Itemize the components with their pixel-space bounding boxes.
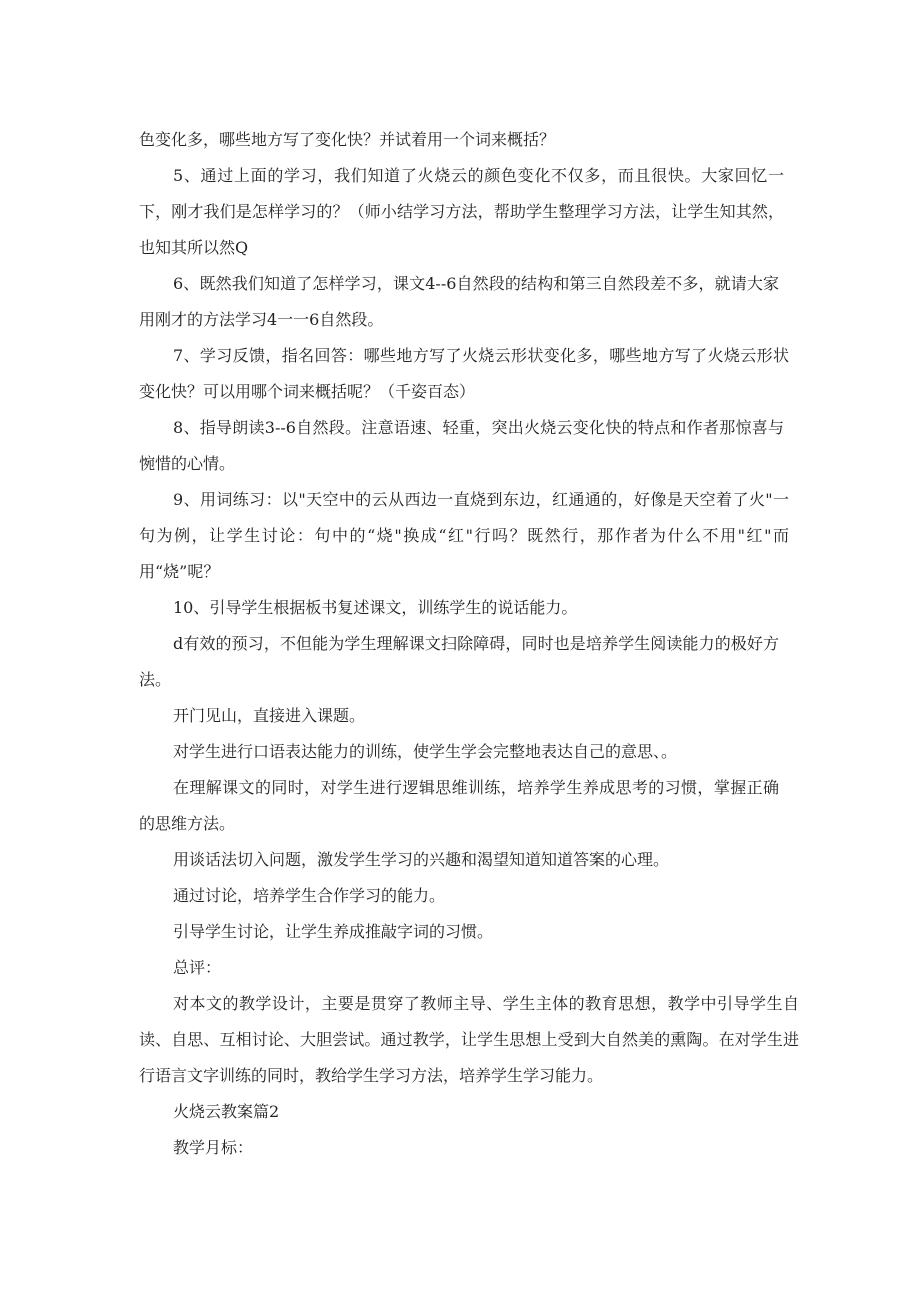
document-body bbox=[139, 122, 799, 1166]
paragraph-note-dialogue: 用谈话法切入问题，激发学生学习的兴趣和渴望知道知道答案的心理。 bbox=[173, 850, 670, 869]
paragraph-note-discussion: 通过讨论，培养学生合作学习的能力。 bbox=[173, 886, 446, 905]
paragraph-step-9: 9、用词练习：以"天空中的云从西边一直烧到东边，红通通的，好像是天空着了火"一句为例，让学生讨论：句中的“烧"换成“红"行吗？既然行，那作者为什么不用"红"而用“烧”呢？ bbox=[139, 490, 789, 581]
paragraph-step-5: 5、通过上面的学习，我们知道了火烧云的颜色变化不仅多，而且很快。大家回忆一下，刚才我们是怎样学习的？（师小结学习方法，帮助学生整理学习方法，让学生知其然，也知其所以然Q bbox=[139, 166, 784, 257]
paragraph-step-8: 8、指导朗读3--6自然段。注意语速、轻重，突出火烧云变化快的特点和作者那惊喜与惋惜的心情。 bbox=[139, 418, 784, 473]
paragraph-step-6: 6、既然我们知道了怎样学习，课文4--6自然段的结构和第三自然段差不多，就请大家用刚才的方法学习4一一6自然段。 bbox=[139, 274, 779, 329]
heading-summary: 总评： bbox=[173, 958, 222, 977]
paragraph-summary: 对本文的教学设计，主要是贯穿了教师主导、学生主体的教育思想，教学中引导学生自读、自思、互相讨论、大胆尝试。通过教学，让学生思想上受到大自然美的熏陶。在对学生进行语言文字训练的同时，教给学生学习方法，培养学生学习能力。 bbox=[139, 994, 799, 1085]
paragraph-continuation: 色变化多，哪些地方写了变化快？并试着用一个词来概括？ bbox=[139, 130, 556, 149]
paragraph-note-intro: 开门见山，直接进入课题。 bbox=[173, 706, 366, 725]
paragraph-preview-note: d有效的预习，不但能为学生理解课文扫除障碍，同时也是培养学生阅读能力的极好方法。 bbox=[139, 634, 779, 689]
heading-teaching-goals: 教学月标： bbox=[173, 1138, 254, 1157]
paragraph-note-logic: 在理解课文的同时，对学生进行逻辑思维训练，培养学生养成思考的习惯，掌握正确的思维方法。 bbox=[139, 778, 779, 833]
paragraph-note-wording: 引导学生讨论，让学生养成推敲字词的习惯。 bbox=[173, 922, 494, 941]
paragraph-note-oral: 对学生进行口语表达能力的训练，使学生学会完整地表达自己的意思、。 bbox=[173, 742, 678, 761]
paragraph-step-10: 10、引导学生根据板书复述课文，训练学生的说话能力。 bbox=[173, 598, 578, 617]
paragraph-step-7: 7、学习反馈，指名回答：哪些地方写了火烧云形状变化多，哪些地方写了火烧云形状变化快？可以用哪个词来概括呢？（千姿百态） bbox=[139, 346, 789, 401]
heading-lesson-plan-2: 火烧云教案篇2 bbox=[173, 1102, 280, 1121]
